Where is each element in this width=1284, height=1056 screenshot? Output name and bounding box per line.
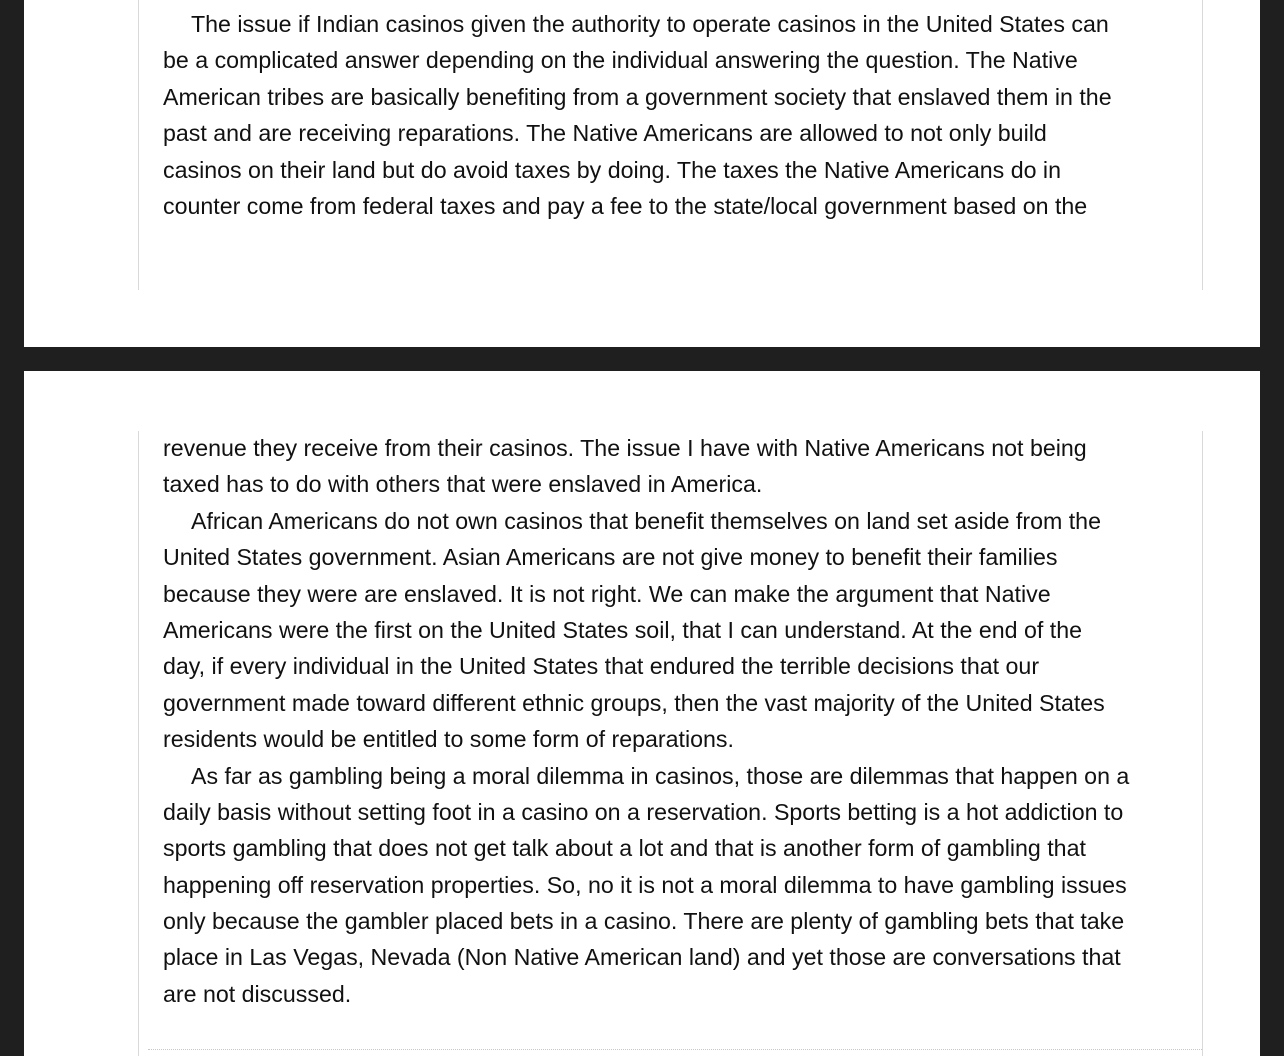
page-2-text[interactable]	[163, 430, 1203, 1012]
footer-divider	[148, 1049, 1202, 1050]
text-line: because they were are enslaved. It is not right. We can make the argument that Native	[163, 580, 1051, 607]
text-line: day, if every individual in the United States that endured the terrible decisions that our	[163, 653, 1040, 680]
document-page-1	[24, 0, 1260, 347]
text-line: daily basis without setting foot in a casino on a reservation. Sports betting is a hot addiction to	[163, 798, 1124, 825]
paragraph-first-line: As far as gambling being a moral dilemma in casinos, those are dilemmas that happen on a	[191, 762, 1130, 789]
text-line: government made toward different ethnic groups, then the vast majority of the United States	[163, 689, 1105, 716]
text-line: United States government. Asian Americans are not give money to benefit their families	[163, 544, 1058, 571]
text-line: only because the gambler placed bets in a casino. There are plenty of gambling bets that take	[163, 908, 1125, 935]
text-line: counter come from federal taxes and pay a fee to the state/local government based on the	[163, 192, 1088, 219]
document-page-2	[24, 371, 1260, 1056]
text-line: casinos on their land but do avoid taxes by doing. The taxes the Native Americans do in	[163, 156, 1061, 183]
text-line: are not discussed.	[163, 980, 352, 1007]
text-line: be a complicated answer depending on the individual answering the question. The Native	[163, 47, 1078, 74]
text-line: taxed has to do with others that were enslaved in America.	[163, 471, 763, 498]
text-line: revenue they receive from their casinos. The issue I have with Native Americans not being	[163, 435, 1087, 461]
text-line: happening off reservation properties. So, no it is not a moral dilemma to have gambling issues	[163, 871, 1127, 898]
text-line: Americans were the first on the United States soil, that I can understand. At the end of the	[163, 616, 1083, 643]
text-line: place in Las Vegas, Nevada (Non Native American land) and yet those are conversations that	[163, 944, 1121, 971]
text-line: past and are receiving reparations. The Native Americans are allowed to not only build	[163, 120, 1047, 147]
text-line: American tribes are basically benefiting from a government society that enslaved them in the	[163, 83, 1112, 110]
left-margin-guide	[138, 0, 139, 290]
page-1-text[interactable]	[163, 6, 1203, 224]
paragraph-first-line: African Americans do not own casinos that benefit themselves on land set aside from the	[191, 507, 1101, 534]
text-line: sports gambling that does not get talk about a lot and that is another form of gambling that	[163, 835, 1086, 862]
left-margin-guide	[138, 431, 139, 1056]
text-line: residents would be entitled to some form of reparations.	[163, 726, 734, 753]
paragraph-first-line: The issue if Indian casinos given the authority to operate casinos in the United States can	[191, 11, 1109, 37]
